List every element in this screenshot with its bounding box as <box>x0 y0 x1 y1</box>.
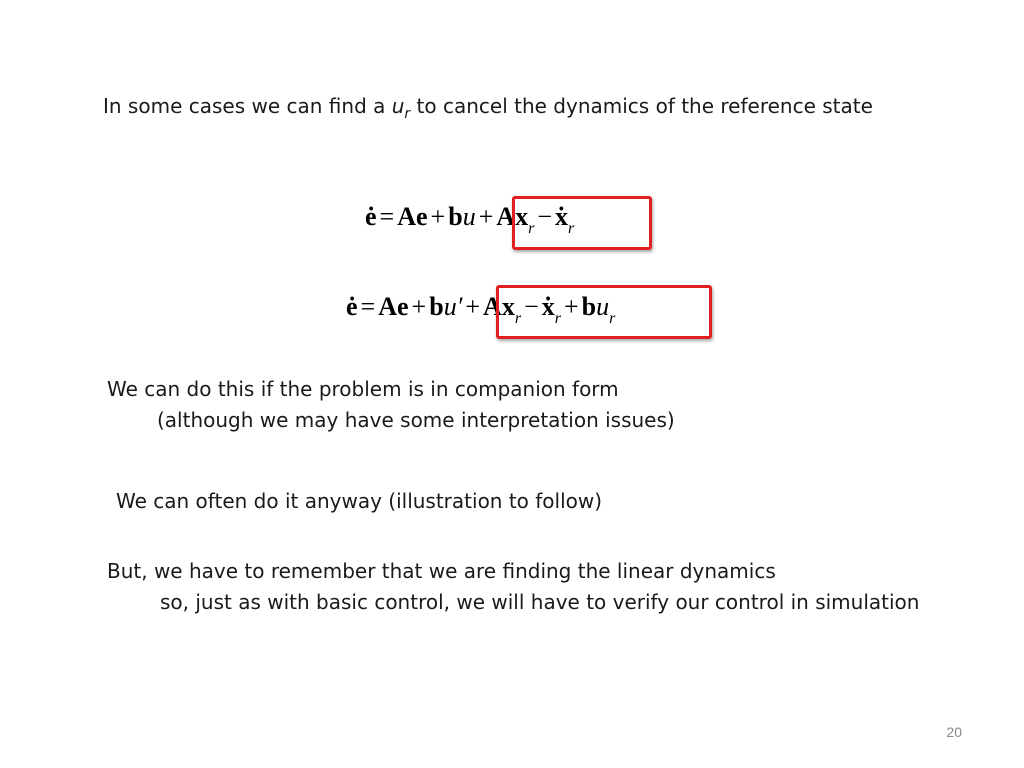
eq2-lhs: ė <box>346 292 358 321</box>
eq2-u-2: u <box>596 292 610 321</box>
intro-var: u <box>391 94 405 118</box>
eq1-highlight-box <box>512 196 652 250</box>
intro-prefix: In some cases we can find a <box>103 94 392 118</box>
paragraph-linear-dynamics: But, we have to remember that we are finding the linear dynamics <box>107 559 776 583</box>
eq2-u-prime: u′ <box>443 292 463 321</box>
eq1-xdot: ẋ <box>555 202 569 231</box>
eq2-b: b <box>429 292 444 321</box>
eq2-plus-2: + <box>465 292 481 321</box>
eq1-sub-r-2: r <box>568 220 575 237</box>
eq1-ax: Ax <box>496 202 529 231</box>
eq1-plus-1: + <box>430 202 446 231</box>
eq2-b-2: b <box>581 292 597 321</box>
paragraph-companion-form-note: (although we may have some interpretation issues) <box>157 408 675 432</box>
intro-line <box>103 94 873 126</box>
eq2-plus-3: + <box>563 292 579 321</box>
eq1-plus-2: + <box>478 202 494 231</box>
eq2-term-ae: Ae <box>378 292 409 321</box>
eq1-term-ae: Ae <box>397 202 428 231</box>
eq1-u: u <box>462 202 476 231</box>
paragraph-anyway: We can often do it anyway (illustration to follow) <box>116 489 603 513</box>
eq2-sub-r-1: r <box>514 310 522 327</box>
eq2-minus: − <box>524 292 539 321</box>
intro-sub: r <box>404 106 411 122</box>
eq2-xdot: ẋ <box>541 292 555 321</box>
eq2-sub-r-3: r <box>609 310 616 327</box>
eq1-minus: − <box>537 202 553 231</box>
eq2-equals: = <box>360 292 376 321</box>
eq1-b: b <box>448 202 463 231</box>
eq1-sub-r-1: r <box>528 220 535 237</box>
eq1-equals: = <box>379 202 395 231</box>
paragraph-verify-simulation: so, just as with basic control, we will have to verify our control in simulation <box>160 590 920 614</box>
eq2-plus-1: + <box>411 292 427 321</box>
intro-suffix: to cancel the dynamics of the reference state <box>410 94 873 118</box>
eq2-highlight-box <box>496 285 712 339</box>
eq2-ax: Ax <box>483 292 515 321</box>
paragraph-companion-form: We can do this if the problem is in companion form <box>107 377 619 401</box>
eq1-lhs: ė <box>365 202 377 231</box>
eq2-sub-r-2: r <box>554 310 561 327</box>
page-number: 20 <box>946 724 962 740</box>
